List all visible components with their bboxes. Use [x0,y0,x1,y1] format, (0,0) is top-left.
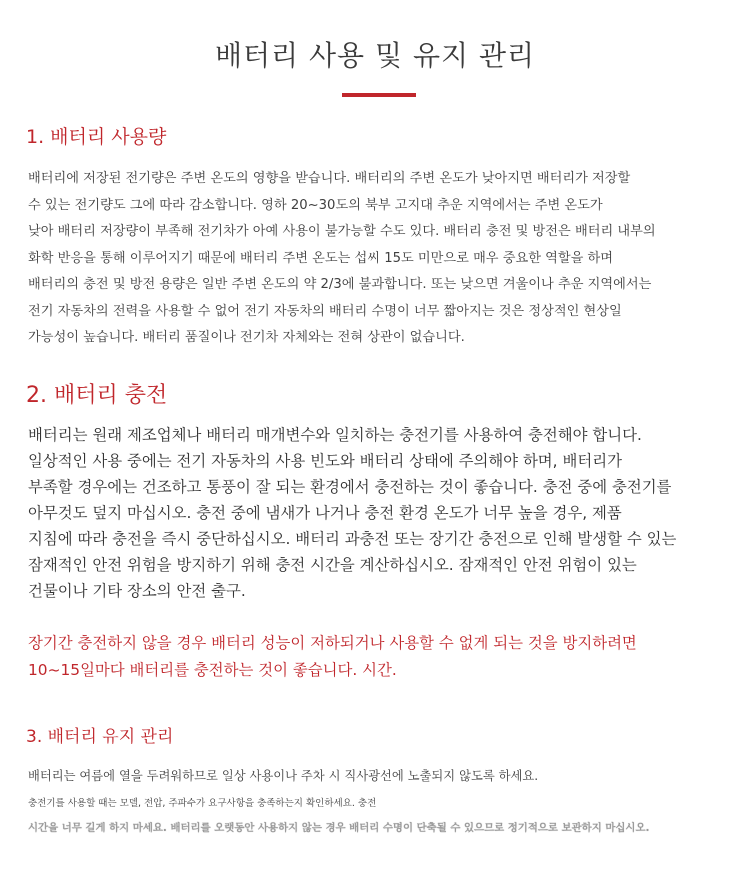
paragraph-line: 시간을 너무 길게 하지 마세요. 배터리를 오랫동안 사용하지 않는 경우 배터리 수명이 단축될 수 있으므로 정기적으로 보관하지 마십시오. [28,822,650,834]
paragraph-line: 화학 반응을 통해 이루어지기 때문에 배터리 주변 온도는 섭씨 15도 미만으로 매우 중요한 역할을 하며 [28,250,614,266]
paragraph-line: 일상적인 사용 중에는 전기 자동차의 사용 빈도와 배터리 상태에 주의해야 하며, 배터리가 [28,452,622,470]
battery-maintenance-paragraph [28,765,722,839]
paragraph-line: 배터리는 여름에 열을 두려워하므로 일상 사용이나 주차 시 직사광선에 노출되지 않도록 하세요. [28,769,539,783]
section-heading-battery-charging: 2. 배터리 충전 [26,383,168,408]
paragraph-line: 배터리는 원래 제조업체나 배터리 매개변수와 일치하는 충전기를 사용하여 충전해야 합니다. [28,426,642,444]
page-title: 배터리 사용 및 유지 관리 [214,39,536,72]
paragraph-line: 건물이나 기타 장소의 안전 출구. [28,582,246,600]
battery-charging-paragraph [28,422,722,604]
battery-usage-paragraph [28,166,722,352]
paragraph-line: 가능성이 높습니다. 배터리 품질이나 전기차 자체와는 전혀 상관이 없습니다. [28,330,465,345]
paragraph-line: 수 있는 전기량도 그에 따라 감소합니다. 영하 20~30도의 북부 고지대 추운 지역에서는 주변 온도가 [28,197,603,213]
paragraph-line: 낮아 배터리 저장량이 부족해 전기차가 아예 사용이 불가능할 수도 있다. 배터리 충전 및 방전은 배터리 내부의 [28,224,656,239]
note-line: 10~15일마다 배터리를 충전하는 것이 좋습니다. 시간. [28,661,397,679]
paragraph-line: 잠재적인 안전 위험을 방지하기 위해 충전 시간을 계산하십시오. 잠재적인 안전 위험이 있는 [28,556,637,574]
paragraph-line: 배터리의 충전 및 방전 용량은 일반 주변 온도의 약 2/3에 불과합니다. 또는 낮으면 겨울이나 추운 지역에서는 [28,277,652,292]
paragraph-line: 전기 자동차의 전력을 사용할 수 없어 전기 자동차의 배터리 수명이 너무 짧아지는 것은 정상적인 현상일 [28,303,622,319]
paragraph-line: 지침에 따라 충전을 즉시 중단하십시오. 배터리 과충전 또는 장기간 충전으로 인해 발생할 수 있는 [28,530,677,548]
charging-note [28,630,722,684]
title-underline [342,93,416,97]
paragraph-line: 부족할 경우에는 건조하고 통풍이 잘 되는 환경에서 충전하는 것이 좋습니다. 충전 중에 충전기를 [28,478,672,496]
section-heading-battery-usage: 1. 배터리 사용량 [26,126,167,148]
note-line: 장기간 충전하지 않을 경우 배터리 성능이 저하되거나 사용할 수 없게 되는 것을 방지하려면 [28,634,637,652]
section-heading-battery-maintenance: 3. 배터리 유지 관리 [26,727,174,747]
paragraph-line: 충전기를 사용할 때는 모델, 전압, 주파수가 요구사항을 충족하는지 확인하세요. 충전 [28,798,377,809]
paragraph-line: 배터리에 저장된 전기량은 주변 온도의 영향을 받습니다. 배터리의 주변 온도가 낮아지면 배터리가 저장할 [28,171,631,186]
paragraph-line: 아무것도 덮지 마십시오. 충전 중에 냄새가 나거나 충전 환경 온도가 너무 높을 경우, 제품 [28,504,622,522]
